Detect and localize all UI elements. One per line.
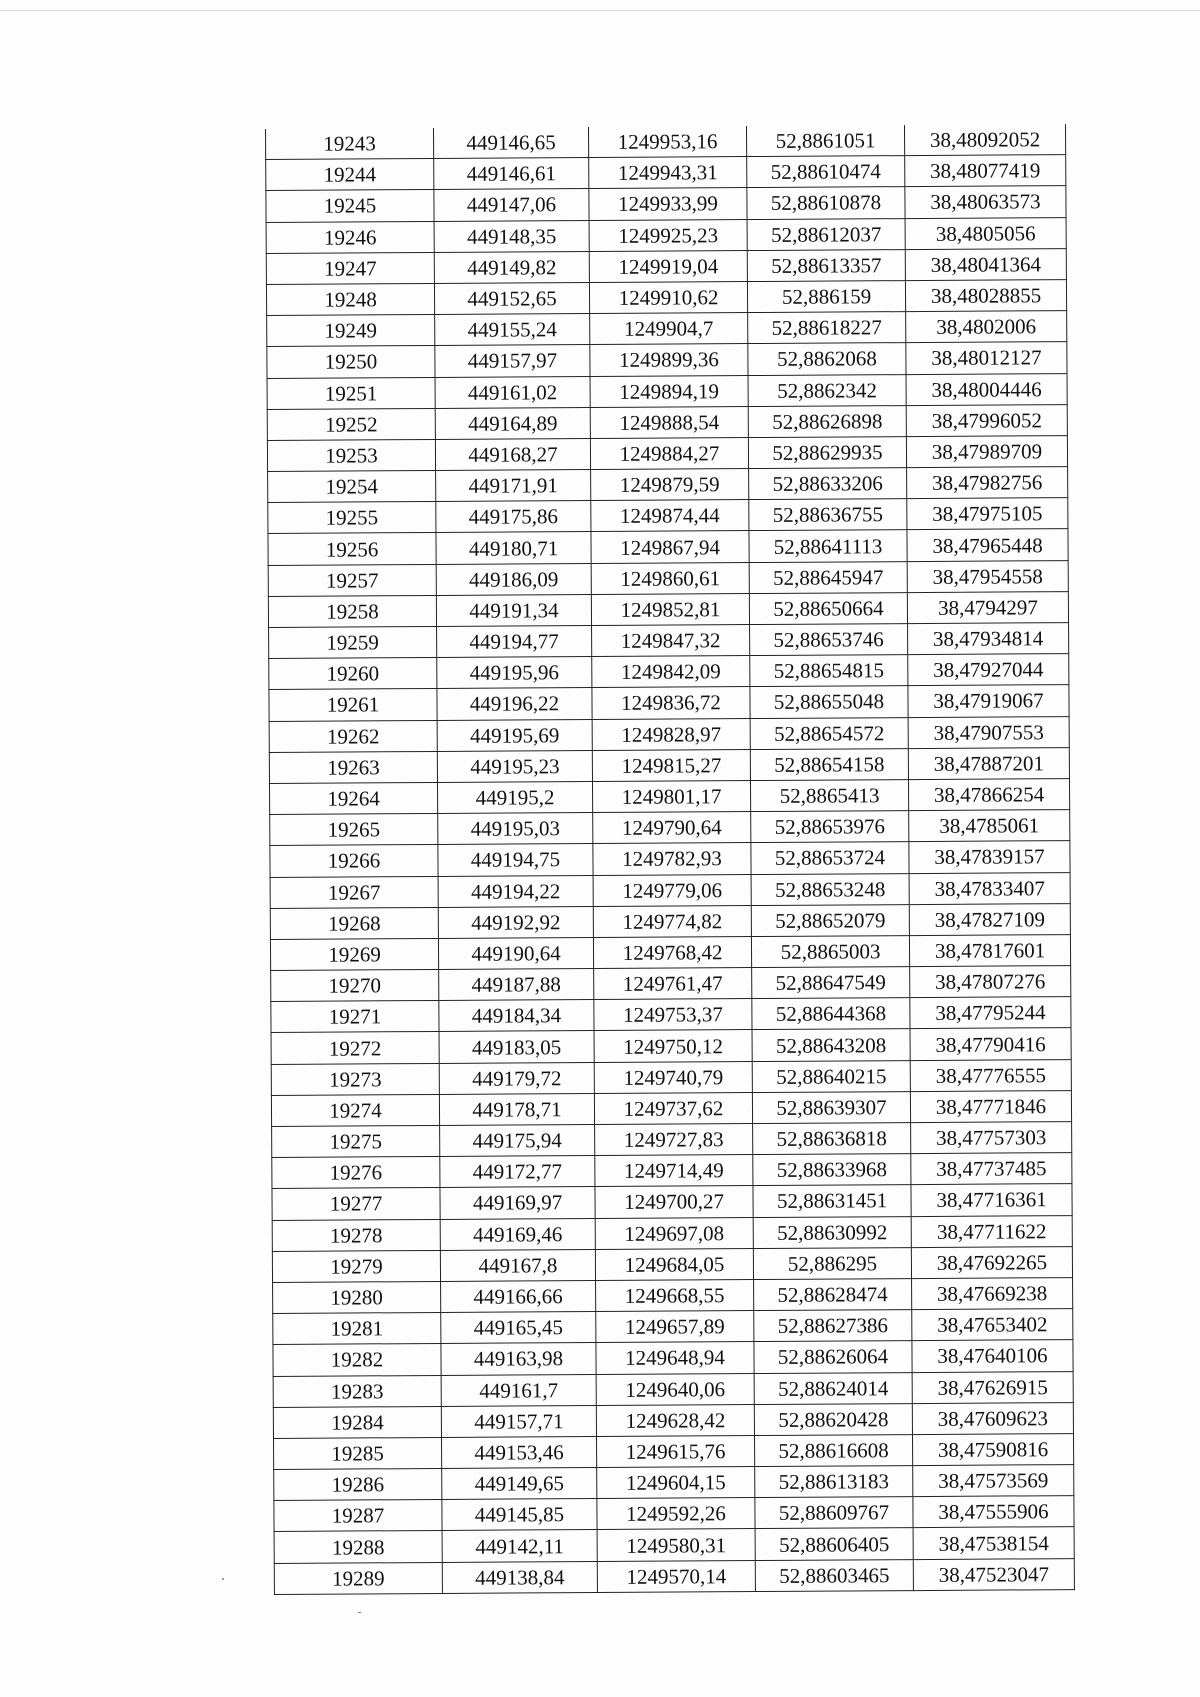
longitude-cell: 38,47711622 (911, 1215, 1072, 1247)
x-coordinate-cell: 449171,91 (436, 470, 591, 502)
table-row (269, 685, 1069, 721)
table-row (266, 217, 1066, 253)
point-number-cell: 19244 (266, 159, 434, 191)
latitude-cell: 52,88639307 (752, 1091, 910, 1123)
point-number-cell: 19262 (269, 720, 437, 752)
x-coordinate-cell: 449148,35 (434, 220, 589, 252)
y-coordinate-cell: 1249847,32 (592, 625, 750, 657)
y-coordinate-cell: 1249790,64 (593, 812, 751, 844)
x-coordinate-cell: 449195,2 (437, 781, 592, 813)
longitude-cell: 38,4785061 (909, 810, 1070, 842)
coordinates-table (265, 124, 1075, 1595)
latitude-cell: 52,88633206 (749, 468, 907, 500)
x-coordinate-cell: 449161,02 (435, 376, 590, 408)
latitude-cell: 52,88643208 (752, 1029, 910, 1061)
longitude-cell: 38,48063573 (905, 186, 1066, 218)
y-coordinate-cell: 1249700,27 (595, 1186, 753, 1218)
table-row (271, 1090, 1071, 1126)
latitude-cell: 52,88603465 (755, 1559, 913, 1591)
y-coordinate-cell: 1249815,27 (592, 749, 750, 781)
x-coordinate-cell: 449190,64 (438, 937, 593, 969)
latitude-cell: 52,88631451 (753, 1185, 911, 1217)
longitude-cell: 38,47771846 (910, 1090, 1071, 1122)
y-coordinate-cell: 1249737,62 (594, 1092, 752, 1124)
y-coordinate-cell: 1249648,94 (596, 1342, 754, 1374)
y-coordinate-cell: 1249668,55 (596, 1279, 754, 1311)
longitude-cell: 38,47555906 (913, 1496, 1074, 1528)
y-coordinate-cell: 1249592,26 (597, 1498, 755, 1530)
longitude-cell: 38,4802006 (906, 311, 1067, 343)
y-coordinate-cell: 1249684,05 (595, 1248, 753, 1280)
y-coordinate-cell: 1249842,09 (592, 656, 750, 688)
table-row (274, 1558, 1074, 1594)
latitude-cell: 52,88636818 (753, 1123, 911, 1155)
x-coordinate-cell: 449175,86 (436, 501, 591, 533)
table-row (273, 1340, 1073, 1376)
y-coordinate-cell: 1249836,72 (592, 687, 750, 719)
table-row (269, 654, 1069, 690)
y-coordinate-cell: 1249779,06 (593, 874, 751, 906)
table-row (266, 155, 1066, 191)
longitude-cell: 38,47989709 (906, 435, 1067, 467)
point-number-cell: 19263 (269, 751, 437, 783)
table-row (273, 1402, 1073, 1438)
y-coordinate-cell: 1249768,42 (593, 936, 751, 968)
longitude-cell: 38,47692265 (911, 1246, 1072, 1278)
latitude-cell: 52,88630992 (753, 1216, 911, 1248)
y-coordinate-cell: 1249919,04 (589, 250, 747, 282)
point-number-cell: 19268 (270, 907, 438, 939)
point-number-cell: 19259 (269, 626, 437, 658)
point-number-cell: 19288 (274, 1531, 442, 1563)
y-coordinate-cell: 1249828,97 (592, 718, 750, 750)
x-coordinate-cell: 449167,8 (440, 1249, 595, 1281)
y-coordinate-cell: 1249761,47 (594, 968, 752, 1000)
x-coordinate-cell: 449195,69 (437, 719, 592, 751)
table-row (273, 1371, 1073, 1407)
table-row (272, 1215, 1072, 1251)
longitude-cell: 38,47669238 (912, 1278, 1073, 1310)
point-number-cell: 19256 (268, 533, 436, 565)
longitude-cell: 38,47609623 (912, 1402, 1073, 1434)
y-coordinate-cell: 1249774,82 (593, 905, 751, 937)
latitude-cell: 52,88618227 (748, 312, 906, 344)
scan-edge-line (0, 10, 1200, 11)
y-coordinate-cell: 1249894,19 (590, 375, 748, 407)
latitude-cell: 52,88653248 (751, 873, 909, 905)
latitude-cell: 52,8862342 (748, 374, 906, 406)
longitude-cell: 38,47954558 (907, 560, 1068, 592)
point-number-cell: 19251 (267, 377, 435, 409)
table-row (271, 1028, 1071, 1064)
table-row (268, 560, 1068, 596)
y-coordinate-cell: 1249801,17 (592, 780, 750, 812)
latitude-cell: 52,88647549 (752, 967, 910, 999)
y-coordinate-cell: 1249750,12 (594, 1030, 752, 1062)
x-coordinate-cell: 449142,11 (442, 1530, 597, 1562)
table-row (267, 311, 1067, 347)
x-coordinate-cell: 449161,7 (441, 1374, 596, 1406)
point-number-cell: 19243 (266, 128, 434, 160)
x-coordinate-cell: 449191,34 (436, 594, 591, 626)
y-coordinate-cell: 1249860,61 (591, 562, 749, 594)
latitude-cell: 52,88654572 (750, 717, 908, 749)
y-coordinate-cell: 1249899,36 (590, 344, 748, 376)
latitude-cell: 52,886295 (753, 1247, 911, 1279)
longitude-cell: 38,48041364 (905, 248, 1066, 280)
point-number-cell: 19284 (273, 1406, 441, 1438)
y-coordinate-cell: 1249953,16 (588, 126, 746, 158)
x-coordinate-cell: 449172,77 (440, 1156, 595, 1188)
longitude-cell: 38,47590816 (912, 1433, 1073, 1465)
longitude-cell: 38,47996052 (906, 404, 1067, 436)
x-coordinate-cell: 449195,23 (437, 750, 592, 782)
latitude-cell: 52,88628474 (754, 1279, 912, 1311)
point-number-cell: 19267 (270, 876, 438, 908)
latitude-cell: 52,88633968 (753, 1154, 911, 1186)
point-number-cell: 19248 (266, 283, 434, 315)
latitude-cell: 52,88620428 (754, 1403, 912, 1435)
x-coordinate-cell: 449196,22 (437, 688, 592, 720)
longitude-cell: 38,47737485 (911, 1153, 1072, 1185)
longitude-cell: 38,47817601 (909, 934, 1070, 966)
y-coordinate-cell: 1249657,89 (596, 1311, 754, 1343)
x-coordinate-cell: 449179,72 (439, 1062, 594, 1094)
table-row (267, 404, 1067, 440)
point-number-cell: 19257 (268, 564, 436, 596)
x-coordinate-cell: 449194,22 (438, 875, 593, 907)
longitude-cell: 38,47965448 (907, 529, 1068, 561)
longitude-cell: 38,47538154 (913, 1527, 1074, 1559)
table-row (267, 342, 1067, 378)
latitude-cell: 52,88616608 (754, 1434, 912, 1466)
point-number-cell: 19245 (266, 190, 434, 222)
latitude-cell: 52,88641113 (749, 530, 907, 562)
latitude-cell: 52,8862068 (748, 343, 906, 375)
table-row (270, 934, 1070, 970)
longitude-cell: 38,47919067 (908, 685, 1069, 717)
point-number-cell: 19252 (267, 408, 435, 440)
table-row (272, 1122, 1072, 1158)
table-row (266, 280, 1066, 316)
latitude-cell: 52,88609767 (755, 1497, 913, 1529)
x-coordinate-cell: 449155,24 (435, 314, 590, 346)
longitude-cell: 38,47795244 (910, 997, 1071, 1029)
latitude-cell: 52,88640215 (752, 1060, 910, 1092)
point-number-cell: 19275 (272, 1125, 440, 1157)
y-coordinate-cell: 1249640,06 (596, 1373, 754, 1405)
latitude-cell: 52,88654815 (750, 655, 908, 687)
x-coordinate-cell: 449147,06 (434, 189, 589, 221)
latitude-cell: 52,88613357 (747, 249, 905, 281)
table-row (274, 1465, 1074, 1501)
table-row (270, 872, 1070, 908)
y-coordinate-cell: 1249933,99 (589, 188, 747, 220)
latitude-cell: 52,88650664 (749, 592, 907, 624)
longitude-cell: 38,47934814 (908, 623, 1069, 655)
latitude-cell: 52,88645947 (749, 561, 907, 593)
point-number-cell: 19282 (273, 1344, 441, 1376)
point-number-cell: 19273 (271, 1063, 439, 1095)
y-coordinate-cell: 1249867,94 (591, 531, 749, 563)
table-row (269, 779, 1069, 815)
longitude-cell: 38,47573569 (913, 1465, 1074, 1497)
point-number-cell: 19272 (271, 1032, 439, 1064)
table-row (268, 529, 1068, 565)
x-coordinate-cell: 449183,05 (439, 1031, 594, 1063)
table-row (271, 997, 1071, 1033)
x-coordinate-cell: 449184,34 (439, 1000, 594, 1032)
latitude-cell: 52,88653724 (751, 842, 909, 874)
longitude-cell: 38,47982756 (907, 467, 1068, 499)
y-coordinate-cell: 1249628,42 (596, 1404, 754, 1436)
point-number-cell: 19285 (273, 1437, 441, 1469)
y-coordinate-cell: 1249943,31 (589, 157, 747, 189)
longitude-cell: 38,48077419 (905, 155, 1066, 187)
x-coordinate-cell: 449152,65 (434, 282, 589, 314)
table-row (274, 1496, 1074, 1532)
point-number-cell: 19254 (268, 471, 436, 503)
y-coordinate-cell: 1249888,54 (590, 406, 748, 438)
x-coordinate-cell: 449146,65 (433, 127, 588, 159)
latitude-cell: 52,8865003 (751, 935, 909, 967)
y-coordinate-cell: 1249570,14 (597, 1560, 755, 1592)
x-coordinate-cell: 449195,03 (438, 813, 593, 845)
point-number-cell: 19247 (266, 252, 434, 284)
latitude-cell: 52,88606405 (755, 1528, 913, 1560)
y-coordinate-cell: 1249904,7 (590, 313, 748, 345)
table-row (271, 966, 1071, 1002)
longitude-cell: 38,47790416 (910, 1028, 1071, 1060)
point-number-cell: 19289 (274, 1562, 442, 1594)
longitude-cell: 38,47866254 (908, 779, 1069, 811)
latitude-cell: 52,886159 (747, 281, 905, 313)
x-coordinate-cell: 449157,97 (435, 345, 590, 377)
latitude-cell: 52,88655048 (750, 686, 908, 718)
y-coordinate-cell: 1249910,62 (589, 281, 747, 313)
longitude-cell: 38,47927044 (908, 654, 1069, 686)
point-number-cell: 19276 (272, 1157, 440, 1189)
longitude-cell: 38,47839157 (909, 841, 1070, 873)
table-row (269, 716, 1069, 752)
latitude-cell: 52,88610878 (747, 187, 905, 219)
x-coordinate-cell: 449169,97 (440, 1187, 595, 1219)
table-row (268, 591, 1068, 627)
table-row (272, 1153, 1072, 1189)
point-number-cell: 19287 (274, 1500, 442, 1532)
table-row (274, 1527, 1074, 1563)
y-coordinate-cell: 1249697,08 (595, 1217, 753, 1249)
point-number-cell: 19280 (273, 1281, 441, 1313)
point-number-cell: 19270 (271, 970, 439, 1002)
latitude-cell: 52,88653976 (751, 811, 909, 843)
longitude-cell: 38,47907553 (908, 716, 1069, 748)
latitude-cell: 52,88652079 (751, 904, 909, 936)
x-coordinate-cell: 449180,71 (436, 532, 591, 564)
table-row (268, 498, 1068, 534)
table-row (272, 1246, 1072, 1282)
x-coordinate-cell: 449145,85 (442, 1499, 597, 1531)
table-row (273, 1433, 1073, 1469)
table-row (270, 841, 1070, 877)
latitude-cell: 52,88654158 (750, 748, 908, 780)
scan-speck (222, 1578, 224, 1580)
longitude-cell: 38,47716361 (911, 1184, 1072, 1216)
longitude-cell: 38,48004446 (906, 373, 1067, 405)
point-number-cell: 19281 (273, 1313, 441, 1345)
point-number-cell: 19271 (271, 1001, 439, 1033)
longitude-cell: 38,47975105 (907, 498, 1068, 530)
latitude-cell: 52,8865413 (750, 780, 908, 812)
y-coordinate-cell: 1249727,83 (595, 1124, 753, 1156)
latitude-cell: 52,88626898 (748, 405, 906, 437)
y-coordinate-cell: 1249782,93 (593, 843, 751, 875)
x-coordinate-cell: 449194,75 (438, 844, 593, 876)
coordinates-table-body (266, 124, 1075, 1594)
point-number-cell: 19246 (266, 221, 434, 253)
longitude-cell: 38,47757303 (911, 1122, 1072, 1154)
x-coordinate-cell: 449168,27 (435, 438, 590, 470)
longitude-cell: 38,4794297 (907, 591, 1068, 623)
latitude-cell: 52,88624014 (754, 1372, 912, 1404)
latitude-cell: 52,88610474 (747, 156, 905, 188)
point-number-cell: 19261 (269, 689, 437, 721)
point-number-cell: 19277 (272, 1188, 440, 1220)
x-coordinate-cell: 449146,61 (434, 158, 589, 190)
longitude-cell: 38,47807276 (910, 966, 1071, 998)
longitude-cell: 38,4805056 (905, 217, 1066, 249)
latitude-cell: 52,8861051 (746, 125, 904, 157)
table-row (269, 747, 1069, 783)
table-row (271, 1059, 1071, 1095)
point-number-cell: 19278 (272, 1219, 440, 1251)
point-number-cell: 19279 (272, 1250, 440, 1282)
x-coordinate-cell: 449194,77 (437, 626, 592, 658)
y-coordinate-cell: 1249753,37 (594, 999, 752, 1031)
y-coordinate-cell: 1249604,15 (597, 1467, 755, 1499)
longitude-cell: 38,47776555 (910, 1059, 1071, 1091)
table-row (268, 467, 1068, 503)
y-coordinate-cell: 1249615,76 (596, 1435, 754, 1467)
x-coordinate-cell: 449164,89 (435, 407, 590, 439)
y-coordinate-cell: 1249852,81 (591, 593, 749, 625)
point-number-cell: 19266 (270, 845, 438, 877)
longitude-cell: 38,47640106 (912, 1340, 1073, 1372)
x-coordinate-cell: 449138,84 (442, 1561, 597, 1593)
x-coordinate-cell: 449149,82 (434, 251, 589, 283)
point-number-cell: 19249 (267, 315, 435, 347)
point-number-cell: 19253 (267, 439, 435, 471)
x-coordinate-cell: 449153,46 (441, 1436, 596, 1468)
y-coordinate-cell: 1249580,31 (597, 1529, 755, 1561)
longitude-cell: 38,48092052 (904, 124, 1065, 156)
x-coordinate-cell: 449165,45 (441, 1312, 596, 1344)
y-coordinate-cell: 1249874,44 (591, 500, 749, 532)
table-row (267, 435, 1067, 471)
longitude-cell: 38,47827109 (909, 903, 1070, 935)
scan-speck (358, 1612, 361, 1613)
x-coordinate-cell: 449149,65 (442, 1468, 597, 1500)
longitude-cell: 38,48012127 (906, 342, 1067, 374)
longitude-cell: 38,47523047 (913, 1558, 1074, 1590)
latitude-cell: 52,88612037 (747, 218, 905, 250)
longitude-cell: 38,47833407 (909, 872, 1070, 904)
y-coordinate-cell: 1249884,27 (590, 437, 748, 469)
table-row (273, 1309, 1073, 1345)
point-number-cell: 19264 (269, 782, 437, 814)
point-number-cell: 19265 (270, 814, 438, 846)
x-coordinate-cell: 449186,09 (436, 563, 591, 595)
point-number-cell: 19255 (268, 502, 436, 534)
y-coordinate-cell: 1249740,79 (594, 1061, 752, 1093)
x-coordinate-cell: 449169,46 (440, 1218, 595, 1250)
y-coordinate-cell: 1249925,23 (589, 219, 747, 251)
table-row (266, 186, 1066, 222)
latitude-cell: 52,88627386 (754, 1310, 912, 1342)
table-row (267, 373, 1067, 409)
y-coordinate-cell: 1249714,49 (595, 1155, 753, 1187)
longitude-cell: 38,47626915 (912, 1371, 1073, 1403)
x-coordinate-cell: 449163,98 (441, 1343, 596, 1375)
table-row (269, 623, 1069, 659)
table-row (272, 1184, 1072, 1220)
point-number-cell: 19269 (270, 938, 438, 970)
point-number-cell: 19258 (268, 595, 436, 627)
x-coordinate-cell: 449195,96 (437, 657, 592, 689)
table-row (270, 810, 1070, 846)
table-row (270, 903, 1070, 939)
x-coordinate-cell: 449178,71 (439, 1093, 594, 1125)
point-number-cell: 19286 (274, 1469, 442, 1501)
y-coordinate-cell: 1249879,59 (591, 469, 749, 501)
latitude-cell: 52,88626064 (754, 1341, 912, 1373)
latitude-cell: 52,88636755 (749, 499, 907, 531)
x-coordinate-cell: 449157,71 (441, 1405, 596, 1437)
latitude-cell: 52,88613183 (755, 1466, 913, 1498)
latitude-cell: 52,88653746 (750, 624, 908, 656)
longitude-cell: 38,47653402 (912, 1309, 1073, 1341)
point-number-cell: 19283 (273, 1375, 441, 1407)
point-number-cell: 19250 (267, 346, 435, 378)
longitude-cell: 38,48028855 (905, 280, 1066, 312)
point-number-cell: 19260 (269, 658, 437, 690)
latitude-cell: 52,88644368 (752, 998, 910, 1030)
latitude-cell: 52,88629935 (748, 436, 906, 468)
x-coordinate-cell: 449166,66 (441, 1280, 596, 1312)
x-coordinate-cell: 449192,92 (438, 906, 593, 938)
x-coordinate-cell: 449175,94 (440, 1125, 595, 1157)
table-row (266, 124, 1066, 160)
point-number-cell: 19274 (271, 1094, 439, 1126)
x-coordinate-cell: 449187,88 (439, 969, 594, 1001)
table-row (266, 248, 1066, 284)
table-row (273, 1278, 1073, 1314)
longitude-cell: 38,47887201 (908, 747, 1069, 779)
